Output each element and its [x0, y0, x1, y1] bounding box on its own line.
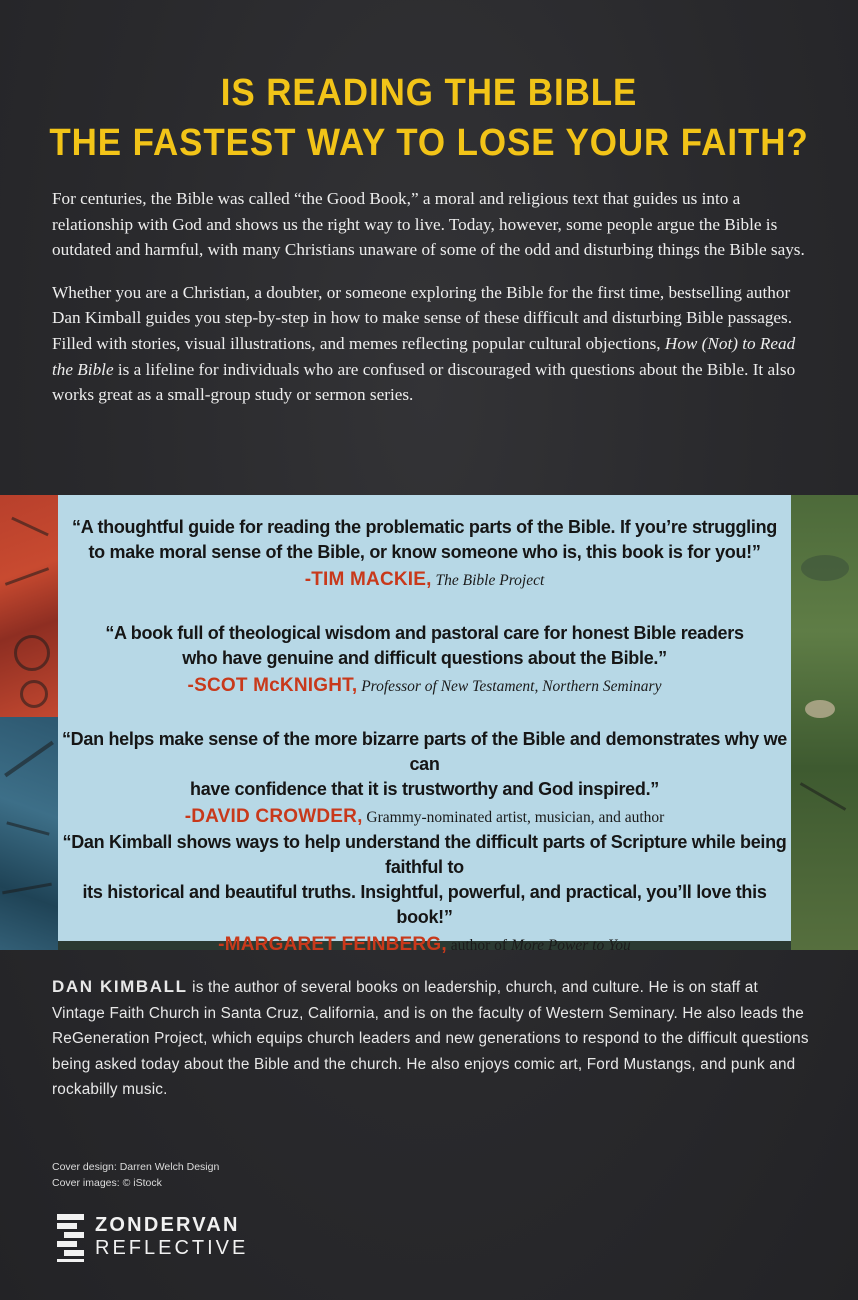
endorser-role [361, 678, 661, 695]
endorser-name: -TIM MACKIE, [304, 569, 432, 590]
endorser-role: Grammy-nominated artist, musician, and author [366, 809, 665, 826]
headline [34, 68, 823, 168]
endorsement-attribution [58, 806, 791, 829]
endorsement-quote [58, 830, 791, 930]
headline-line-2: THE FASTEST WAY TO LOSE YOUR FAITH? [49, 122, 809, 164]
endorsement-quote-line: who have genuine and difficult questions about the Bible.” [182, 648, 667, 668]
endorser-role-plain: author of [450, 937, 508, 954]
endorsement-quote-line: “Dan helps make sense of the more bizarre parts of the Bible and demonstrates why we can [61, 729, 787, 774]
endorser-role [436, 572, 545, 589]
endorsement-quote-line: “Dan Kimball shows ways to help understand the difficult parts of Scripture while being faithful to [62, 832, 787, 877]
author-name: DAN KIMBALL [52, 977, 188, 996]
endorser-name: -MARGARET FEINBERG, [218, 934, 447, 955]
cover-images-credit: Cover images: © iStock [52, 1177, 162, 1189]
book-title: How (Not) to Read the Bible [52, 333, 796, 379]
intro-paragraph-2-start: Whether you are a Christian, a doubter, or someone exploring the Bible for the first time, bestselling author Dan Kimball guides you step-by-step in how to make sense of these difficult and disturbing Bible passages. Filled with stories, visual illustrations, and memes reflecting popular cultural objections, [52, 282, 793, 353]
intro-paragraph-2-end: is a lifeline for individuals who are confused or discouraged with questions about the Bible. It also works great as a small-group study or sermon series. [52, 359, 796, 405]
endorsement-quote-line: its historical and beautiful truths. Insightful, powerful, and practical, you’ll love this book!” [82, 882, 767, 927]
cover-credits [52, 1159, 219, 1191]
publisher-imprint: REFLECTIVE [95, 1237, 249, 1259]
endorsement-quote [58, 621, 791, 671]
publisher-logo [57, 1212, 297, 1264]
author-bio [52, 974, 812, 1103]
endorser-name: -DAVID CROWDER, [184, 806, 363, 827]
endorsement [58, 727, 791, 829]
headline-line-1: IS READING THE BIBLE [220, 72, 638, 114]
endorser-role [451, 937, 631, 954]
art-illustration-left-top [0, 495, 58, 717]
endorser-role-italic: More Power to You [510, 937, 631, 954]
art-illustration-right [791, 495, 858, 950]
intro-paragraph-2 [52, 280, 812, 408]
art-illustration-left-bottom [0, 717, 58, 950]
endorser-name: -SCOT McKNIGHT, [187, 675, 358, 696]
publisher-name: ZONDERVAN [95, 1214, 240, 1236]
zondervan-logo-icon [57, 1214, 84, 1262]
endorsement-quote [58, 515, 791, 565]
publisher-wordmark [95, 1214, 248, 1260]
endorsement [58, 830, 791, 957]
endorsement-attribution [58, 569, 791, 592]
endorser-role-italic: The Bible Project [435, 572, 545, 589]
endorsement-quote-line: to make moral sense of the Bible, or know someone who is, this book is for you!” [88, 542, 761, 562]
endorsement-attribution [58, 675, 791, 698]
endorsement-quote [58, 727, 791, 802]
endorsement-quote-line: have confidence that it is trustworthy and God inspired.” [190, 779, 659, 799]
endorsement-attribution [58, 934, 791, 957]
author-bio-text: is the author of several books on leadership, church, and culture. He is on staff at Vintage Faith Church in Santa Cruz, California, and is on the faculty of Western Seminary. He also leads the ReGeneration Project, which equips church leaders and new generations to respond to the difficult questions being asked today about the Bible and the church. He also enjoys comic art, Ford Mustangs, and punk and rockabilly music. [52, 979, 809, 1098]
endorsement [58, 515, 791, 592]
endorsement-quote-line: “A thoughtful guide for reading the problematic parts of the Bible. If you’re struggling [72, 517, 777, 537]
cover-design-credit: Cover design: Darren Welch Design [52, 1161, 220, 1173]
endorsement [58, 621, 791, 698]
endorsement-quote-line: “A book full of theological wisdom and pastoral care for honest Bible readers [105, 623, 744, 643]
endorsements-panel [58, 495, 791, 955]
intro-text [52, 186, 812, 425]
endorser-role-italic: Professor of New Testament, Northern Seminary [361, 678, 662, 695]
intro-paragraph-1: For centuries, the Bible was called “the Good Book,” a moral and religious text that guides us into a relationship with God and shows us the right way to live. Today, however, some people argue the Bible is outdated and harmful, with many Christians unaware of some of the odd and disturbing things the Bible says. [52, 189, 805, 260]
